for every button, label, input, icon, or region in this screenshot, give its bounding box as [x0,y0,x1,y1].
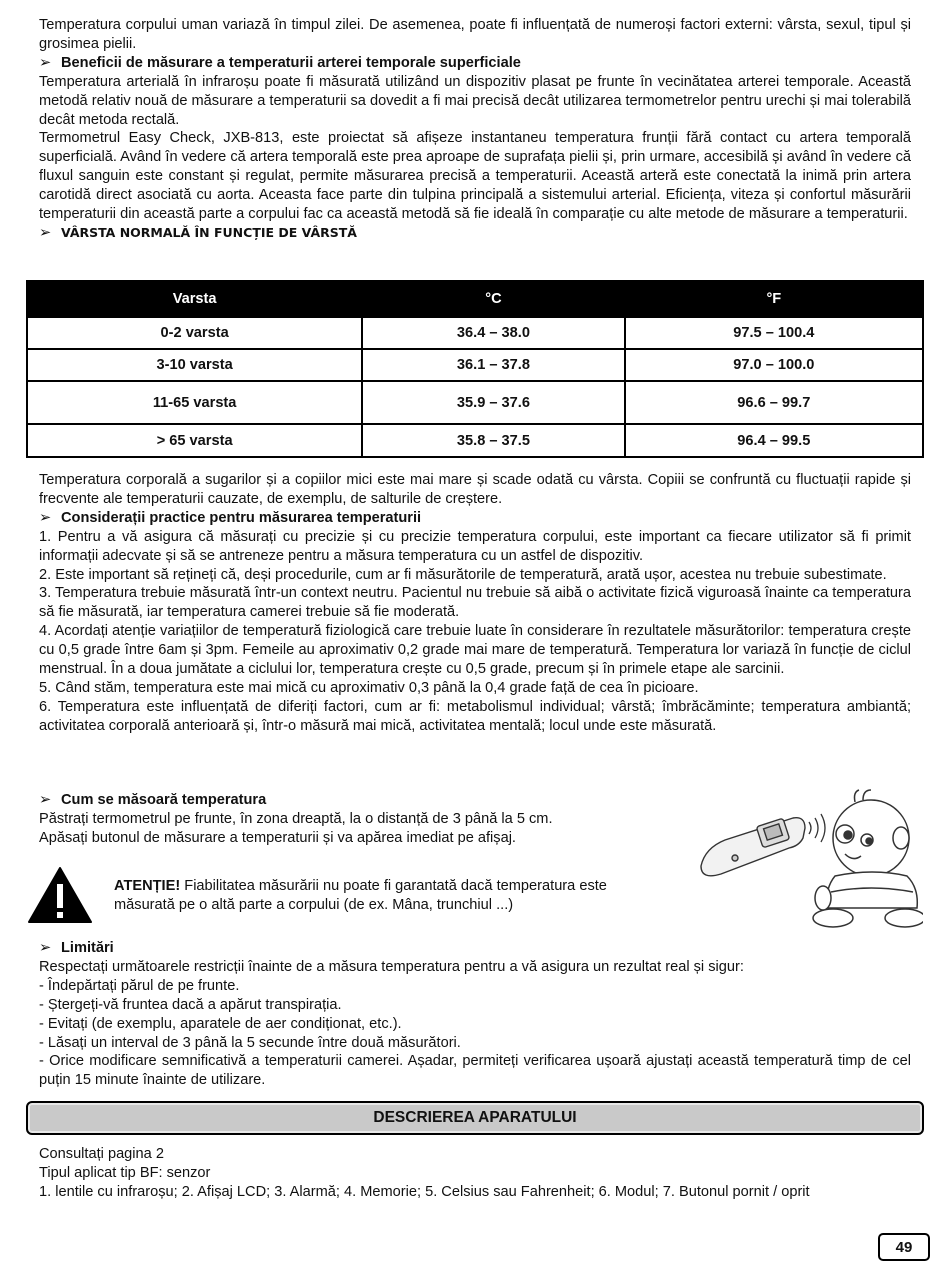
list-item: 5. Când stăm, temperatura este mai mică cu aproximativ 0,3 până la 0,4 grade față de cea în picioare. [39,679,699,696]
intro-paragraph: Temperatura corpului uman variază în timpul zilei. De asemenea, poate fi influențată de numeroși factori externi: vârsta, sexul, tipul și grosimea pielii. [39,17,911,52]
list-item: 4. Acordați atenție variațiilor de temperatură fiziologică care trebuie luate în considerare în rezultatele măsurătorilor: temperatura crește cu 0,5 grade între 6am și 3pm. Femeile au aproximativ 0,2 grade mai mare de temperatură. Temperatura lor variază în funcție de ciclul menstrual. În a doua jumătate a ciclului lor, temperatura crește cu 0,5 grade, precum și în primele etape ale sarcinii. [39,623,911,678]
table-cell: > 65 varsta [27,424,362,457]
list-item: 3. Temperatura trebuie măsurată într-un context neutru. Pacientul nu trebuie să aibă o activitate fizică viguroasă înainte ca temperatura să fie măsurată, iar temperatura camerei trebuie să fie moderată. [39,585,911,621]
arrow-bullet-icon: ➢ [39,792,52,808]
top-text-block [39,16,911,243]
arrow-bullet-icon: ➢ [39,509,52,526]
list-item: - Evitați (de exemplu, aparatele de aer condiționat, etc.). [39,1015,402,1032]
table-header-row [27,281,923,317]
table-row [27,424,923,457]
howto-block [39,791,639,848]
device-line-1: Consultați pagina 2 [39,1146,164,1162]
header-age: Varsta [27,281,362,317]
table-row [27,381,923,424]
table-cell: 11-65 varsta [27,381,362,424]
practical-heading: ➢ Considerații practice pentru măsurarea temperaturii [39,509,422,526]
table-cell: 0-2 varsta [27,317,362,349]
list-item: - Lăsați un interval de 3 până la 5 secunde între două măsurători. [39,1034,461,1051]
table-row [27,349,923,381]
table-cell: 35.8 – 37.5 [362,424,624,457]
header-fahrenheit: °F [625,281,923,317]
warning-text: ATENȚIE! Fiabilitatea măsurării nu poate fi garantată dacă temperatura este măsurată pe o altă parte a corpului (de ex. Mâna, trunchiul ...) [114,878,607,913]
section-banner: DESCRIEREA APARATULUI [26,1101,924,1135]
howto-heading: ➢ Cum se măsoară temperatura [39,792,267,808]
limits-heading: ➢ Limitări [39,940,114,956]
benefits-paragraph-1: Temperatura arterială în infraroșu poate fi măsurată utilizând un dispozitiv plasat pe frunte în vecinătatea arterei temporale. Această metodă relativ nouă de măsurare a temperaturii sa dovedit a fi mai precisă decât utilizarea termometrelor pentru urechi și mai tolerabilă decât metoda rectală. [39,73,911,128]
age-temperature-table [26,280,924,458]
device-description [39,1145,911,1202]
table-cell: 36.1 – 37.8 [362,349,624,381]
table-row [27,317,923,349]
howto-line-1: Păstrați termometrul pe frunte, în zona dreaptă, la o distanță de 3 până la 5 cm. [39,810,553,827]
benefits-paragraph-2: Termometrul Easy Check, JXB-813, este proiectat să afișeze instantaneu temperatura frunții fără contact cu artera temporală superficială. Având în vedere că artera temporală este prea aproape de suprafața pielii și, prin urmare, accesibilă și având în vedere că fluxul sanguin este constant și regulat, permite măsurarea precisă a temperaturii. Această arteră este conectată la inimă prin artera carotidă direct asociată cu aorta. Aceasta face parte din tulpina principală a sistemului arterial. Eficiența, viteza și confortul măsurării temperaturii din această parte a corpului fac ca această metodă să fie ideală în comparație cu alte metode de măsurare a temperaturii. [39,130,911,223]
table-cell: 3-10 varsta [27,349,362,381]
device-line-2: Tipul aplicat tip BF: senzor [39,1164,211,1181]
infants-paragraph: Temperatura corporală a sugarilor și a copiilor mici este mai mare și scade odată cu vârsta. Copiii se confruntă cu fluctuații rapide și frecvente ale temperaturii cauzate, de exemplu, de salturile de creștere. [39,472,911,507]
warning-label: ATENȚIE! [114,878,181,894]
practical-block [39,471,911,736]
table-cell: 97.0 – 100.0 [625,349,923,381]
device-line-3: 1. lentile cu infraroșu; 2. Afișaj LCD; 3. Alarmă; 4. Memorie; 5. Celsius sau Fahrenheit; 6. Modul; 7. Butonul pornit / oprit [39,1183,810,1200]
howto-line-2: Apăsați butonul de măsurare a temperaturii și va apărea imediat pe afișaj. [39,829,516,846]
list-item: 6. Temperatura este influențată de diferiți factori, cum ar fi: metabolismul individual; vârstă; îmbrăcăminte; temperatura ambiantă; activitatea corporală anterioară și, într-o măsură mai mică, activitatea mentală; locul unde este măsurată. [39,698,911,734]
list-item: 1. Pentru a vă asigura că măsurați cu precizie și cu precizie temperatura corpului, este important ca fiecare utilizator să fi primit informații adecvate și să se antreneze pentru a măsura temperatura cu un astfel de dispozitiv. [39,528,911,564]
limits-intro: Respectați următoarele restricții înainte de a măsura temperatura pentru a vă asigura un rezultat real și sigur: [39,958,744,975]
arrow-bullet-icon: ➢ [39,54,52,71]
age-heading: ➢ VÂRSTA NORMALĂ ÎN FUNCȚIE DE VÂRSTĂ [39,224,357,241]
table-cell: 96.4 – 99.5 [625,424,923,457]
warning-triangle-icon [27,866,93,924]
page-number: 49 [878,1233,930,1261]
table-cell: 35.9 – 37.6 [362,381,624,424]
list-item: - Ștergeți-vă fruntea dacă a apărut transpirația. [39,996,342,1013]
table-cell: 36.4 – 38.0 [362,317,624,349]
table-cell: 97.5 – 100.4 [625,317,923,349]
benefits-heading: ➢ Beneficii de măsurare a temperaturii arterei temporale superficiale [39,54,521,71]
arrow-bullet-icon: ➢ [39,224,52,241]
arrow-bullet-icon: ➢ [39,940,52,956]
list-item: 2. Este important să rețineți că, deși procedurile, cum ar fi măsurătorile de temperatură, arată ușor, acestea nu trebuie subestimate. [39,566,887,583]
table-cell: 96.6 – 99.7 [625,381,923,424]
baby-thermometer-illustration [695,788,923,934]
list-item: - Orice modificare semnificativă a temperaturii camerei. Așadar, permiteți verificarea ușoară ajustați această temperatură timp de cel puțin 15 minute înainte de utilizare. [39,1053,911,1089]
list-item: - Îndepărtați părul de pe frunte. [39,977,240,994]
header-celsius: °C [362,281,624,317]
limits-block [39,939,911,1090]
